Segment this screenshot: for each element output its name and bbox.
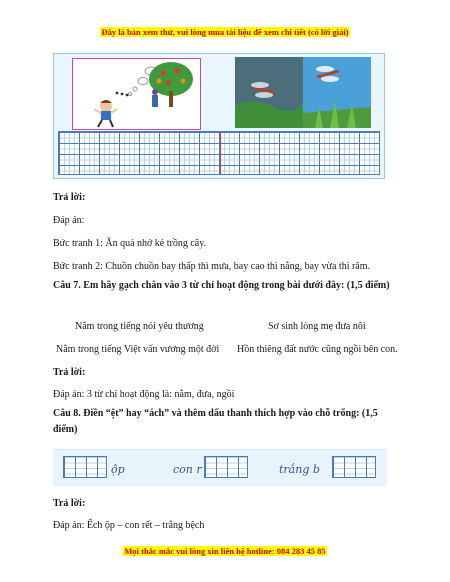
answer-line: Đáp án: 3 từ chỉ hoạt động là: nằm, đưa, ngồi: [53, 389, 235, 400]
header-notice: Đây là bản xem thử, vui lòng mua tài liệu để xem chi tiết (có lời giải): [101, 27, 349, 37]
answer-line: Đáp án: Ếch ộp – con rết – trắng bệch: [53, 520, 205, 531]
illustration-figure: [53, 53, 385, 179]
answer-line: Bức tranh 2: Chuồn chuồn bay thấp thì mưa, bay cao thì nắng, bay vừa thì râm.: [53, 261, 371, 272]
handwriting-grid: [58, 131, 380, 175]
footer-notice: Mọi thắc mắc vui lòng xin liên hệ hotline: 084 283 45 85: [124, 546, 326, 556]
answer-line: Bức tranh 1: Ăn quả nhớ kẻ trồng cây.: [53, 238, 207, 249]
picture-boy-and-fruit-tree: [72, 58, 201, 130]
blank-word: con r: [173, 463, 202, 476]
answer-heading: Trả lời:: [53, 498, 86, 509]
writing-box: [332, 456, 376, 478]
answer-heading: Trả lời:: [53, 192, 86, 203]
writing-box: [204, 456, 248, 478]
poem-line: Nằm trong tiếng Việt vấn vương một đời: [56, 344, 220, 355]
poem-line: Nằm trong tiếng nói yêu thương: [75, 321, 204, 332]
question-7-title: Câu 7. Em hãy gạch chân vào 3 từ chỉ hoạt động trong bài dưới đây: (1,5 điểm): [53, 280, 390, 291]
blank-word: ộp: [111, 463, 125, 476]
poem-line: Hồn thiêng đất nước cũng ngồi bên con.: [237, 344, 398, 355]
answer-heading: Trả lời:: [53, 367, 86, 378]
blank-word: trắng b: [279, 463, 320, 476]
poem-line: Sơ sinh lòng mẹ đưa nôi: [268, 321, 366, 332]
picture-dragonflies: [235, 57, 371, 128]
fill-in-blanks-figure: [53, 449, 387, 486]
answer-label: Đáp án:: [53, 215, 85, 226]
question-8-title: Câu 8. Điền “ệt” hay “ách” và thêm dấu thanh thích hợp vào chỗ trống: (1,5 điểm): [53, 408, 378, 435]
grid-center-line: [220, 132, 221, 174]
writing-box: [63, 456, 107, 478]
